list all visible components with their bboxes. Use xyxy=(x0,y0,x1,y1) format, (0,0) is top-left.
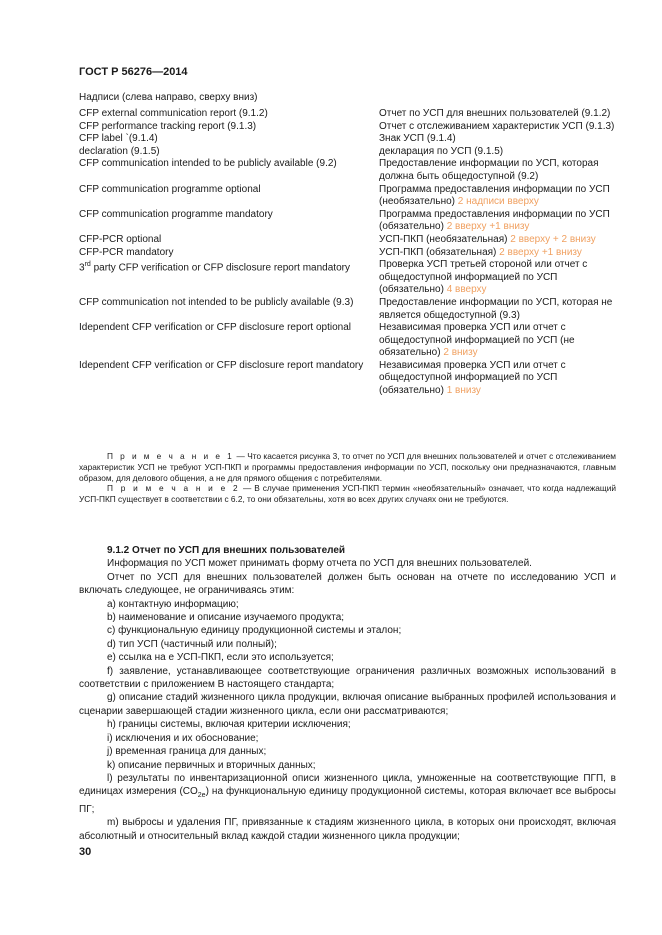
standard-header: ГОСТ Р 56276—2014 xyxy=(79,66,188,78)
annotation-tag: 2 внизу xyxy=(443,347,478,359)
table-row xyxy=(79,322,616,360)
english-label: 3rd party CFP verification or CFP disclosure report mandatory xyxy=(79,261,350,274)
table-row xyxy=(79,146,616,159)
russian-label xyxy=(379,259,616,297)
russian-text: Независимая проверка УСП или отчет с общедоступной информацией по УСП (обязательно) xyxy=(379,359,566,397)
russian-text: Предоставление информации по УСП, которая должна быть общедоступной (9.2) xyxy=(379,158,599,182)
english-label: CFP external communication report (9.1.2) xyxy=(79,108,268,119)
russian-text: Предоставление информации по УСП, которая не является общедоступной (9.3) xyxy=(379,296,613,321)
table-row xyxy=(79,158,616,183)
table-row xyxy=(79,360,616,398)
list-item: f) заявление, устанавливающее соответствующие ограничения различных возможных использований в соответствии с приложением В настоящего стандарта; xyxy=(79,665,616,691)
list-item: h) границы системы, включая критерии исключения; xyxy=(107,719,351,731)
annotation-tag: 2 вверху +1 внизу xyxy=(499,246,582,258)
list-item: b) наименование и описание изучаемого продукта; xyxy=(107,612,345,624)
english-label: CFP-PCR optional xyxy=(79,233,162,245)
note xyxy=(79,483,616,505)
russian-text: Программа предоставления информации по УСП (необязательно) xyxy=(379,183,610,208)
table-row xyxy=(79,209,616,234)
figure-caption: Надписи (слева направо, сверху вниз) xyxy=(79,92,258,103)
table-row xyxy=(79,133,616,146)
russian-label xyxy=(379,234,616,247)
table-row xyxy=(79,259,616,297)
russian-text: Отчет по УСП для внешних пользователей (9.1.2) xyxy=(379,108,611,119)
subscript: 2e xyxy=(197,792,206,800)
russian-label xyxy=(379,133,616,146)
list-item: g) описание стадий жизненного цикла продукции, включая описание выбранных профилей использования и сценарии завершающей стадии жизненного цикла, если они рассматриваются; xyxy=(79,692,616,717)
list-item: i) исключения и их обоснование; xyxy=(107,732,259,744)
russian-text: Знак УСП (9.1.4) xyxy=(379,133,456,145)
english-label: CFP communication programme optional xyxy=(79,183,261,195)
english-label: Idependent CFP verification or CFP disclosure report optional xyxy=(79,322,351,334)
paragraph: Информация по УСП может принимать форму отчета по УСП для внешних пользователей. xyxy=(107,558,532,570)
note-text: — В случае применения УСП-ПКП термин «необязательный» означает, что когда надлежащий УСП-ПКП существует в соответствии с 6.2, то они обязательны, хотя во всех других случаях они не требуются. xyxy=(79,483,616,505)
english-label: CFP label `(9.1.4) xyxy=(79,133,158,145)
item-list xyxy=(79,598,616,843)
list-item: c) функциональную единицу продукционной системы и эталон; xyxy=(107,625,402,637)
note xyxy=(79,451,616,483)
list-item xyxy=(79,772,616,816)
list-item: m) выбросы и удаления ПГ, привязанные к стадиям жизненного цикла, в которых они происходят, включая абсолютный и относительный вклад каждой стадии жизненного цикла продукции; xyxy=(79,817,616,842)
page-number: 30 xyxy=(79,846,92,858)
list-item: d) тип УСП (частичный или полный); xyxy=(107,638,277,650)
item-text: ) на функциональную единицу продукционной системы, которая включает все выбросы ПГ; xyxy=(79,786,616,815)
russian-label xyxy=(379,158,616,183)
list-item: a) контактную информацию; xyxy=(107,598,239,610)
russian-text: декларация по УСП (9.1.5) xyxy=(379,145,504,157)
list-item: e) ссылка на е УСП-ПКП, если это используется; xyxy=(107,652,334,664)
russian-label xyxy=(379,247,616,260)
table-row xyxy=(79,108,616,121)
english-label: declaration (9.1.5) xyxy=(79,145,160,157)
paragraph: Отчет по УСП для внешних пользователей должен быть основан на отчете по исследованию УСП и включать следующее, не ограничиваясь этим: xyxy=(79,571,616,597)
russian-label xyxy=(379,360,616,398)
russian-text: Независимая проверка УСП или отчет с общедоступной информацией по УСП (не обязательно) xyxy=(379,322,575,359)
table-row xyxy=(79,234,616,247)
russian-label xyxy=(379,322,616,360)
russian-text: УСП-ПКП (обязательная) xyxy=(379,246,497,258)
superscript: rd xyxy=(84,261,91,269)
russian-text: УСП-ПКП (необязательная) xyxy=(379,233,508,245)
notes xyxy=(79,451,616,505)
note-label: П р и м е ч а н и е 1 xyxy=(107,451,235,461)
list-item: j) временная граница для данных; xyxy=(107,746,267,758)
annotation-tag: 1 внизу xyxy=(446,385,481,397)
russian-label xyxy=(379,297,616,322)
russian-text: Проверка УСП третьей стороной или отчет с общедоступной информацией по УСП (обязательно) xyxy=(379,259,588,296)
russian-label xyxy=(379,146,616,159)
note-label: П р и м е ч а н и е 2 xyxy=(107,483,240,494)
russian-text: Отчет с отслеживанием характеристик УСП (9.1.3) xyxy=(379,120,615,132)
item-text: l) результаты по инвентаризационной описи жизненного цикла, умноженные на соответствующие ПГП, в единицах измерения (CO xyxy=(79,772,616,798)
table-row xyxy=(79,121,616,134)
english-label: CFP-PCR mandatory xyxy=(79,246,174,258)
table-row xyxy=(79,297,616,322)
russian-text: Программа предоставления информации по УСП (обязательно) xyxy=(379,208,610,233)
section-body xyxy=(79,544,616,843)
annotation-tag: 4 вверху xyxy=(446,284,487,296)
english-label: CFP communication intended to be publicly available (9.2) xyxy=(79,158,337,170)
table-row xyxy=(79,184,616,209)
english-label: CFP communication programme mandatory xyxy=(79,208,273,220)
translation-table xyxy=(79,108,616,398)
table-row xyxy=(79,247,616,260)
english-label: CFP performance tracking report (9.1.3) xyxy=(79,120,257,132)
section-title: 9.1.2 Отчет по УСП для внешних пользователей xyxy=(107,545,346,556)
english-label: CFP communication not intended to be publicly available (9.3) xyxy=(79,296,354,308)
note-text: — Что касается рисунка 3, то отчет по УСП для внешних пользователей и отчет с отслеживанием характеристик УСП не требуют УСП-ПКП и программы предоставления информации по УСП, поскольку они предназначаются, главным образом, для делового общения, а не для прямого общения с потребителями. xyxy=(79,451,616,483)
russian-label xyxy=(379,209,616,234)
annotation-tag: 2 вверху +1 внизу xyxy=(446,221,530,233)
english-label: Idependent CFP verification or CFP disclosure report mandatory xyxy=(79,359,364,371)
list-item: k) описание первичных и вторичных данных; xyxy=(107,759,316,771)
annotation-tag: 2 вверху + 2 внизу xyxy=(510,233,596,245)
annotation-tag: 2 надписи вверху xyxy=(457,196,539,208)
russian-label xyxy=(379,121,616,134)
russian-label xyxy=(379,184,616,209)
russian-label xyxy=(379,108,616,121)
english-text: party CFP verification or CFP disclosure report mandatory xyxy=(90,262,350,274)
